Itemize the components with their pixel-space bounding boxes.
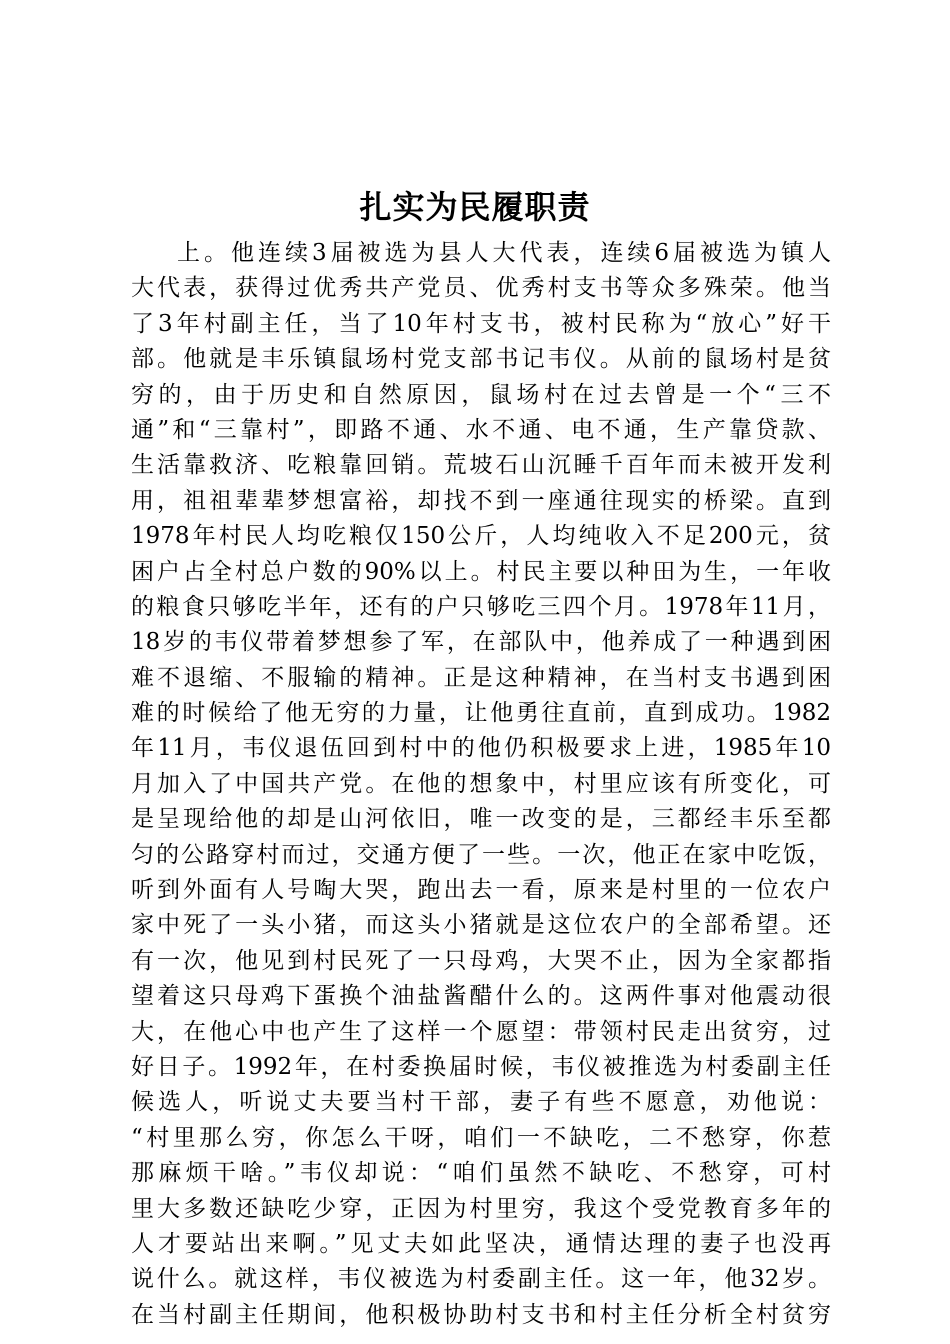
- paragraph-line: 好日子。1992年，在村委换届时候，韦仪被推选为村委副主任: [131, 1053, 831, 1080]
- paragraph-line: 生活靠救济、吃粮靠回销。荒坡石山沉睡千百年而未被开发利: [131, 452, 831, 479]
- paragraph-line: 难不退缩、不服输的精神。正是这种精神，在当村支书遇到困: [131, 664, 831, 691]
- paragraph-line: 里大多数还缺吃少穿，正因为村里穷，我这个受党教育多年的: [131, 1195, 831, 1222]
- paragraph-line: 18岁的韦仪带着梦想参了军，在部队中，他养成了一种遇到困: [131, 629, 831, 656]
- paragraph-line: 听到外面有人号啕大哭，跑出去一看，原来是村里的一位农户: [131, 877, 831, 904]
- paragraph-line: 有一次，他见到村民死了一只母鸡，大哭不止，因为全家都指: [131, 947, 831, 974]
- paragraph-line: 困户占全村总户数的90%以上。村民主要以种田为生，一年收: [131, 558, 831, 585]
- paragraph-line: 大，在他心中也产生了这样一个愿望：带领村民走出贫穷，过: [131, 1018, 831, 1045]
- paragraph-line: 1978年村民人均吃粮仅150公斤，人均纯收入不足200元，贫: [131, 523, 831, 550]
- paragraph-line: 通”和“三靠村”，即路不通、水不通、电不通，生产靠贷款、: [131, 416, 831, 443]
- paragraph-line: 难的时候给了他无穷的力量，让他勇往直前，直到成功。1982: [131, 700, 831, 727]
- paragraph-line: 望着这只母鸡下蛋换个油盐酱醋什么的。这两件事对他震动很: [131, 983, 831, 1010]
- paragraph-line: 说什么。就这样，韦仪被选为村委副主任。这一年，他32岁。: [131, 1266, 831, 1293]
- paragraph-line: 穷的，由于历史和自然原因，鼠场村在过去曾是一个“三不: [131, 381, 831, 408]
- paragraph-line: “村里那么穷，你怎么干呀，咱们一不缺吃，二不愁穿，你惹: [131, 1124, 831, 1151]
- paragraph-line: 家中死了一头小猪，而这头小猪就是这位农户的全部希望。还: [131, 912, 831, 939]
- paragraph-line: 大代表，获得过优秀共产党员、优秀村支书等众多殊荣。他当: [131, 275, 831, 302]
- paragraph-line: 是呈现给他的却是山河依旧，唯一改变的是，三都经丰乐至都: [131, 806, 831, 833]
- paragraph-line: 用，祖祖辈辈梦想富裕，却找不到一座通往现实的桥梁。直到: [131, 487, 831, 514]
- paragraph-line: 匀的公路穿村而过，交通方便了一些。一次，他正在家中吃饭，: [131, 841, 831, 868]
- paragraph-line: 月加入了中国共产党。在他的想象中，村里应该有所变化，可: [131, 770, 831, 797]
- paragraph-line: 候选人，听说丈夫要当村干部，妻子有些不愿意，劝他说：: [131, 1089, 831, 1116]
- document-title: 扎实为民履职责: [359, 188, 591, 226]
- paragraph-line: 了3年村副主任，当了10年村支书，被村民称为“放心”好干: [131, 310, 831, 337]
- paragraph-line: 上。他连续3届被选为县人大代表，连续6届被选为镇人: [177, 240, 831, 266]
- paragraph-line: 年11月，韦仪退伍回到村中的他仍积极要求上进，1985年10: [131, 735, 831, 762]
- paragraph-line: 部。他就是丰乐镇鼠场村党支部书记韦仪。从前的鼠场村是贫: [131, 346, 831, 373]
- paragraph-line: 在当村副主任期间，他积极协助村支书和村主任分析全村贫穷: [131, 1301, 831, 1328]
- paragraph-line: 那麻烦干啥。”韦仪却说：“咱们虽然不缺吃、不愁穿，可村: [131, 1160, 831, 1187]
- paragraph-line: 人才要站出来啊。”见丈夫如此坚决，通情达理的妻子也没再: [131, 1230, 831, 1257]
- paragraph-line: 的粮食只够吃半年，还有的户只够吃三四个月。1978年11月，: [131, 593, 831, 620]
- document-body: [131, 236, 831, 1333]
